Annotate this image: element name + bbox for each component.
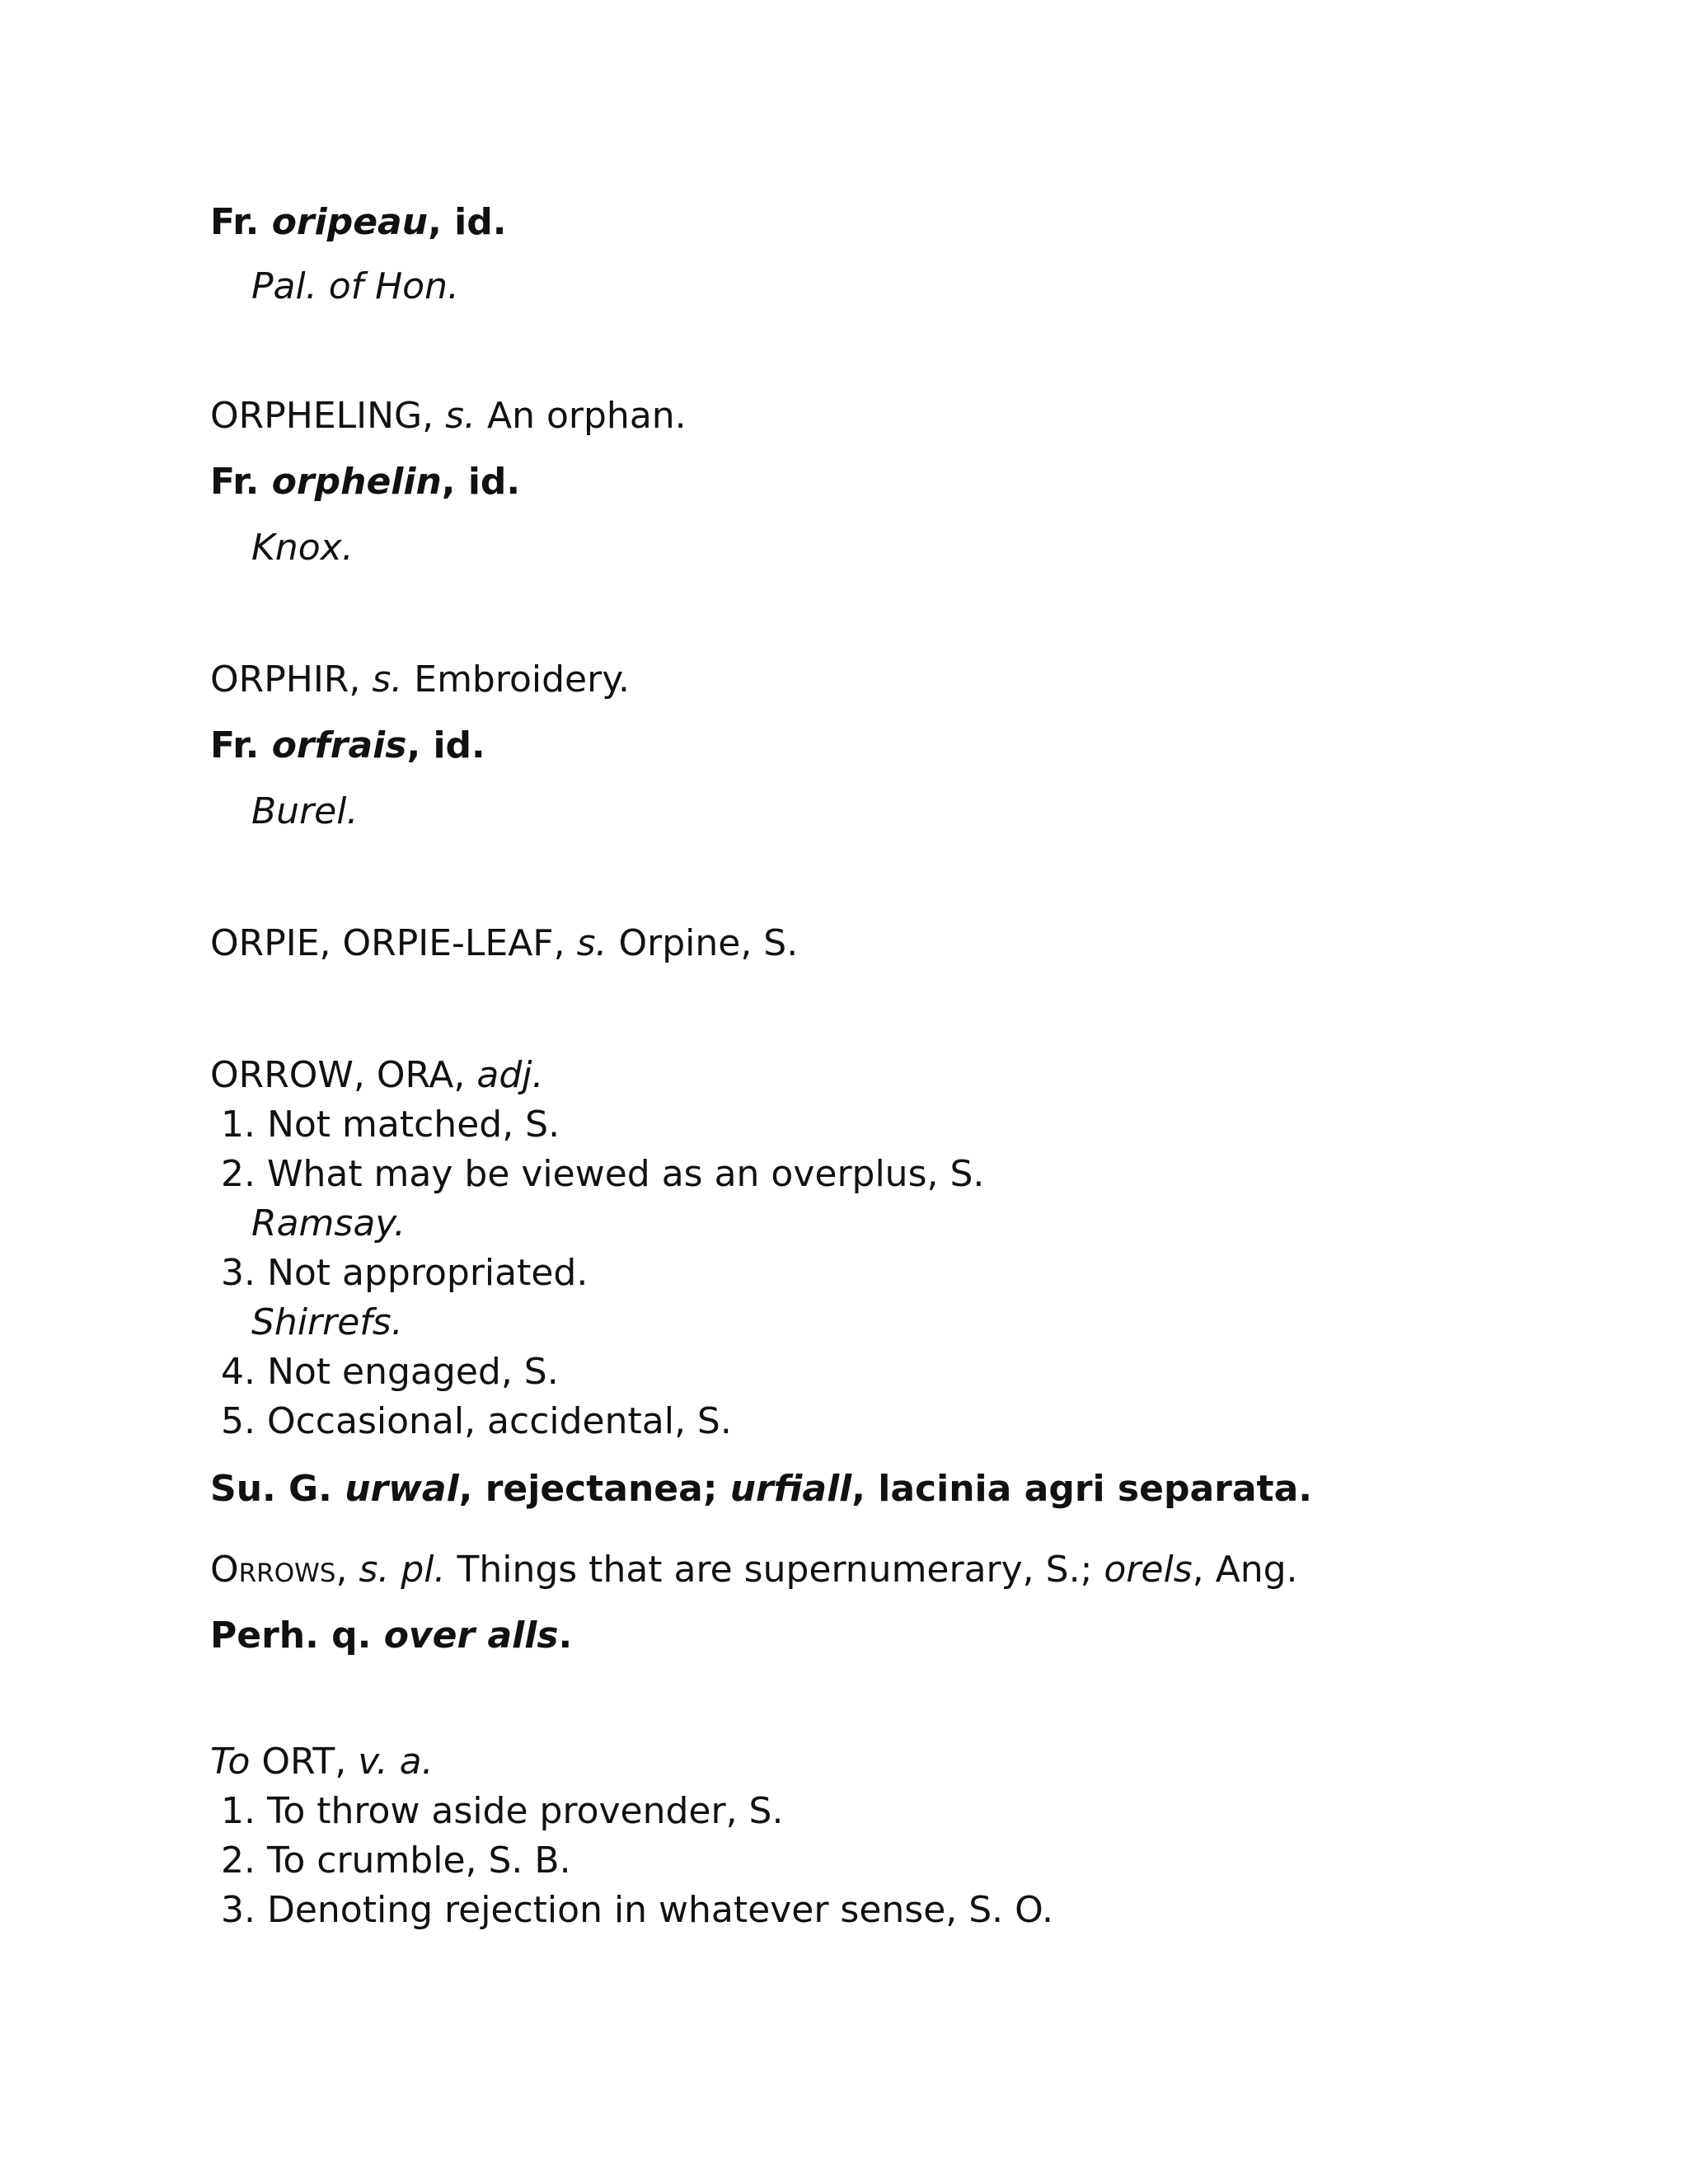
headword: ORPHELING, xyxy=(210,395,446,437)
source-citation: Ramsay. xyxy=(251,1202,406,1244)
etymology-line: Fr. orphelin, id. xyxy=(210,461,521,503)
entry-headline xyxy=(210,391,687,441)
etymology-line: Perh. q. over alls. xyxy=(210,1615,573,1657)
etymon: urwal xyxy=(345,1468,459,1510)
headword: ORT, xyxy=(250,1741,359,1783)
source-citation: Pal. of Hon. xyxy=(251,265,459,307)
part-of-speech: s. pl. xyxy=(359,1549,446,1591)
headword: ORPIE, ORPIE-LEAF, xyxy=(210,922,577,964)
etymon: oripeau xyxy=(271,201,429,243)
sense-item: 3. Not appropriated. xyxy=(221,1252,588,1294)
definition: Orpine, S. xyxy=(607,922,799,964)
entry-headline xyxy=(210,1051,544,1100)
source-citation: Shirrefs. xyxy=(251,1301,403,1343)
headword: ORPHIR, xyxy=(210,658,373,701)
part-of-speech: v. a. xyxy=(358,1741,434,1783)
etymon: orphelin xyxy=(271,461,442,503)
definition: An orphan. xyxy=(476,395,687,437)
entry-headline xyxy=(210,655,630,705)
source-citation: Burel. xyxy=(251,790,359,832)
source-citation: Knox. xyxy=(251,527,354,569)
headword: ORROW, ORA, xyxy=(210,1054,477,1096)
etymology-line: Su. G. urwal, rejectanea; urfiall, lacinia agri separata. xyxy=(210,1468,1312,1510)
part-of-speech: adj. xyxy=(476,1054,544,1096)
sense-item: 3. Denoting rejection in whatever sense, S. O. xyxy=(221,1889,1053,1931)
sense-item: 2. What may be viewed as an overplus, S. xyxy=(221,1153,985,1195)
etymology-line: Fr. oripeau, id. xyxy=(210,201,507,243)
etymon: orfrais xyxy=(271,724,407,766)
etymon: over alls xyxy=(383,1615,559,1657)
headword: Orrows xyxy=(210,1549,336,1591)
sense-item: 4. Not engaged, S. xyxy=(221,1351,559,1393)
variant-form: orels xyxy=(1104,1549,1193,1591)
sense-item: 2. To crumble, S. B. xyxy=(221,1840,571,1882)
sense-item: 5. Occasional, accidental, S. xyxy=(221,1400,732,1442)
etymology-line: Fr. orfrais, id. xyxy=(210,724,485,766)
region: , Ang. xyxy=(1192,1549,1298,1591)
part-of-speech: s. xyxy=(372,658,403,701)
part-of-speech: s. xyxy=(576,922,607,964)
entry-headline xyxy=(210,1737,434,1787)
verb-marker: To xyxy=(210,1741,251,1783)
sense-item: 1. To throw aside provender, S. xyxy=(221,1790,784,1832)
entry-headline: Orrows, s. pl. Things that are supernumerary, S.; orels, Ang. xyxy=(210,1549,1298,1591)
entry-headline xyxy=(210,919,798,968)
definition: Things that are supernumerary, S.; xyxy=(445,1549,1104,1591)
part-of-speech: s. xyxy=(445,395,476,437)
etymon: urfiall xyxy=(729,1468,852,1510)
sense-item: 1. Not matched, S. xyxy=(221,1104,560,1146)
definition: Embroidery. xyxy=(402,658,630,701)
